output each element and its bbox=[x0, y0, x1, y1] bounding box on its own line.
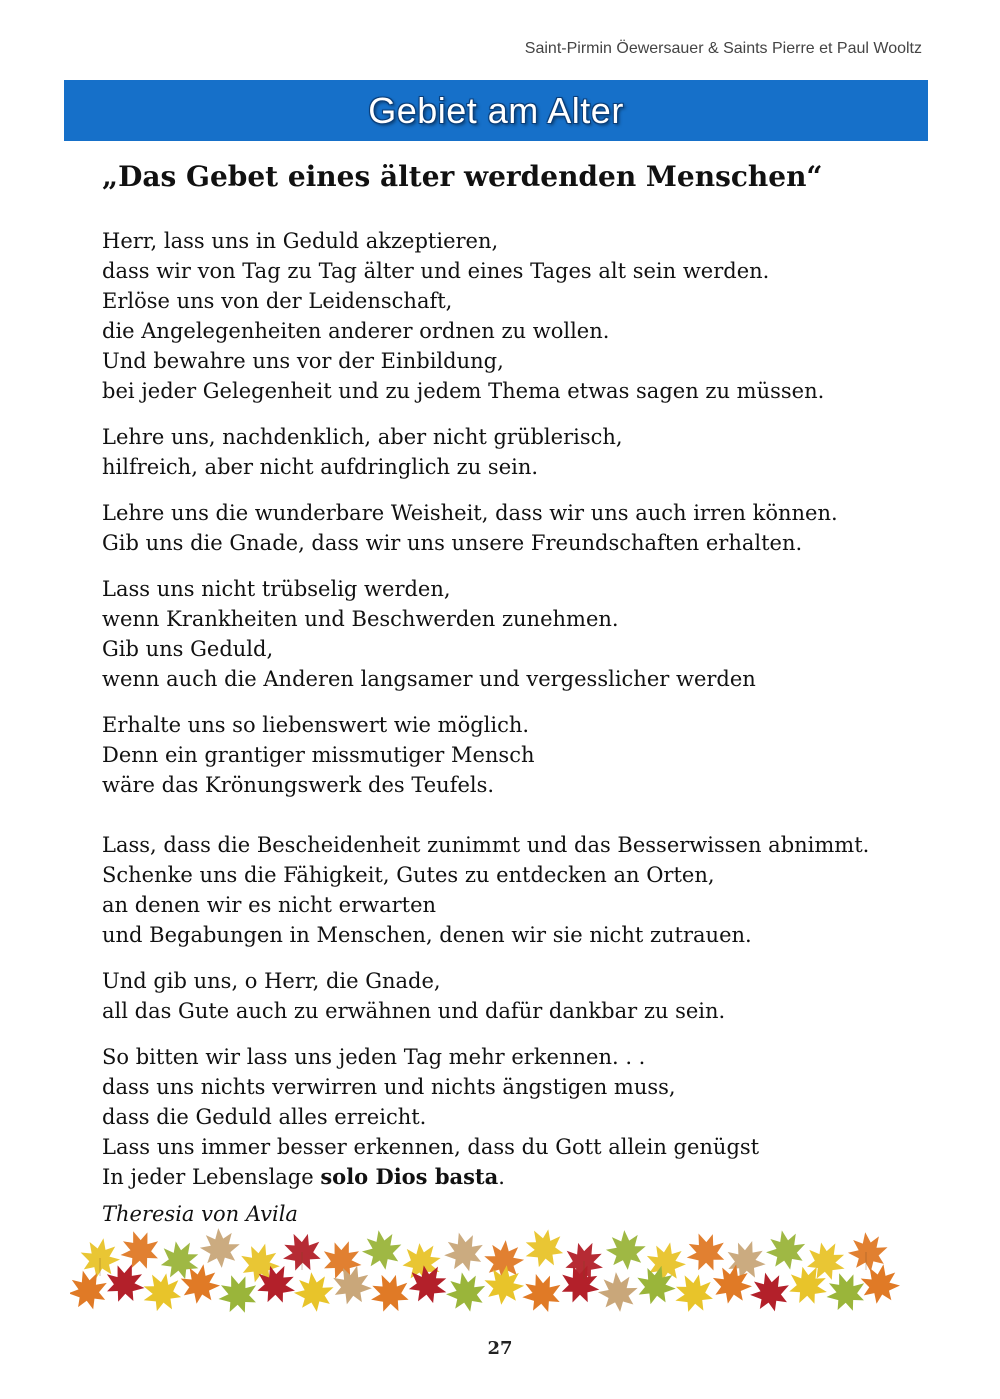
poem-line: Gib uns Geduld, bbox=[102, 637, 274, 661]
stanza bbox=[102, 830, 922, 950]
poem-line: Und gib uns, o Herr, die Gnade, bbox=[102, 969, 441, 993]
poem-line: Lass uns immer besser erkennen, dass du Gott allein genügst bbox=[102, 1135, 760, 1159]
poem-line: wenn auch die Anderen langsamer und vergesslicher werden bbox=[102, 667, 756, 691]
running-header: Saint-Pirmin Öewersauer & Saints Pierre et Paul Wooltz bbox=[524, 40, 922, 57]
poem-body bbox=[102, 226, 922, 1208]
last-line-suffix: . bbox=[498, 1165, 505, 1189]
poem-line: die Angelegenheiten anderer ordnen zu wollen. bbox=[102, 319, 610, 343]
poem-line: dass die Geduld alles erreicht. bbox=[102, 1105, 427, 1129]
solo-dios-basta: solo Dios basta bbox=[320, 1164, 499, 1189]
stanza bbox=[102, 1042, 922, 1192]
stanza bbox=[102, 710, 922, 800]
poem-line: bei jeder Gelegenheit und zu jedem Thema etwas sagen zu müssen. bbox=[102, 379, 825, 403]
poem-line: Gib uns die Gnade, dass wir uns unsere Freundschaften erhalten. bbox=[102, 531, 803, 555]
poem-line: wenn Krankheiten und Beschwerden zunehmen. bbox=[102, 607, 619, 631]
poem-line: Erhalte uns so liebenswert wie möglich. bbox=[102, 713, 530, 737]
poem-title: „Das Gebet eines älter werdenden Menschen“ bbox=[102, 160, 823, 193]
poem-line: Lehre uns, nachdenklich, aber nicht grüblerisch, bbox=[102, 425, 623, 449]
poem-line: dass uns nichts verwirren und nichts ängstigen muss, bbox=[102, 1075, 676, 1099]
poem-line: Denn ein grantiger missmutiger Mensch bbox=[102, 743, 535, 767]
poem-line: Lass, dass die Bescheidenheit zunimmt und das Besserwissen abnimmt. bbox=[102, 833, 870, 857]
stanza bbox=[102, 226, 922, 406]
poem-line: Erlöse uns von der Leidenschaft, bbox=[102, 289, 453, 313]
poem-line: Schenke uns die Fähigkeit, Gutes zu entdecken an Orten, bbox=[102, 863, 715, 887]
poem-line: und Begabungen in Menschen, denen wir sie nicht zutrauen. bbox=[102, 923, 752, 947]
poem-line: Und bewahre uns vor der Einbildung, bbox=[102, 349, 504, 373]
poem-line: an denen wir es nicht erwarten bbox=[102, 893, 437, 917]
poem-line: dass wir von Tag zu Tag älter und eines Tages alt sein werden. bbox=[102, 259, 770, 283]
page-number: 27 bbox=[487, 1338, 513, 1359]
autumn-leaves-garland-icon bbox=[70, 1228, 900, 1320]
stanza bbox=[102, 966, 922, 1026]
last-line-prefix: In jeder Lebenslage bbox=[102, 1165, 321, 1189]
stanza bbox=[102, 498, 922, 558]
poem-line: wäre das Krönungswerk des Teufels. bbox=[102, 773, 495, 797]
poem-line: Herr, lass uns in Geduld akzeptieren, bbox=[102, 229, 499, 253]
poem-line: all das Gute auch zu erwähnen und dafür dankbar zu sein. bbox=[102, 999, 726, 1023]
banner-title: Gebiet am Alter bbox=[368, 89, 624, 131]
section-banner bbox=[64, 80, 928, 141]
poem-line: So bitten wir lass uns jeden Tag mehr erkennen. . . bbox=[102, 1045, 646, 1069]
stanza bbox=[102, 574, 922, 694]
poem-line: hilfreich, aber nicht aufdringlich zu sein. bbox=[102, 455, 539, 479]
poem-last-line bbox=[102, 1162, 922, 1192]
poem-line: Lass uns nicht trübselig werden, bbox=[102, 577, 451, 601]
poem-line: Lehre uns die wunderbare Weisheit, dass wir uns auch irren können. bbox=[102, 501, 838, 525]
stanza bbox=[102, 422, 922, 482]
poem-author: Theresia von Avila bbox=[102, 1202, 298, 1226]
